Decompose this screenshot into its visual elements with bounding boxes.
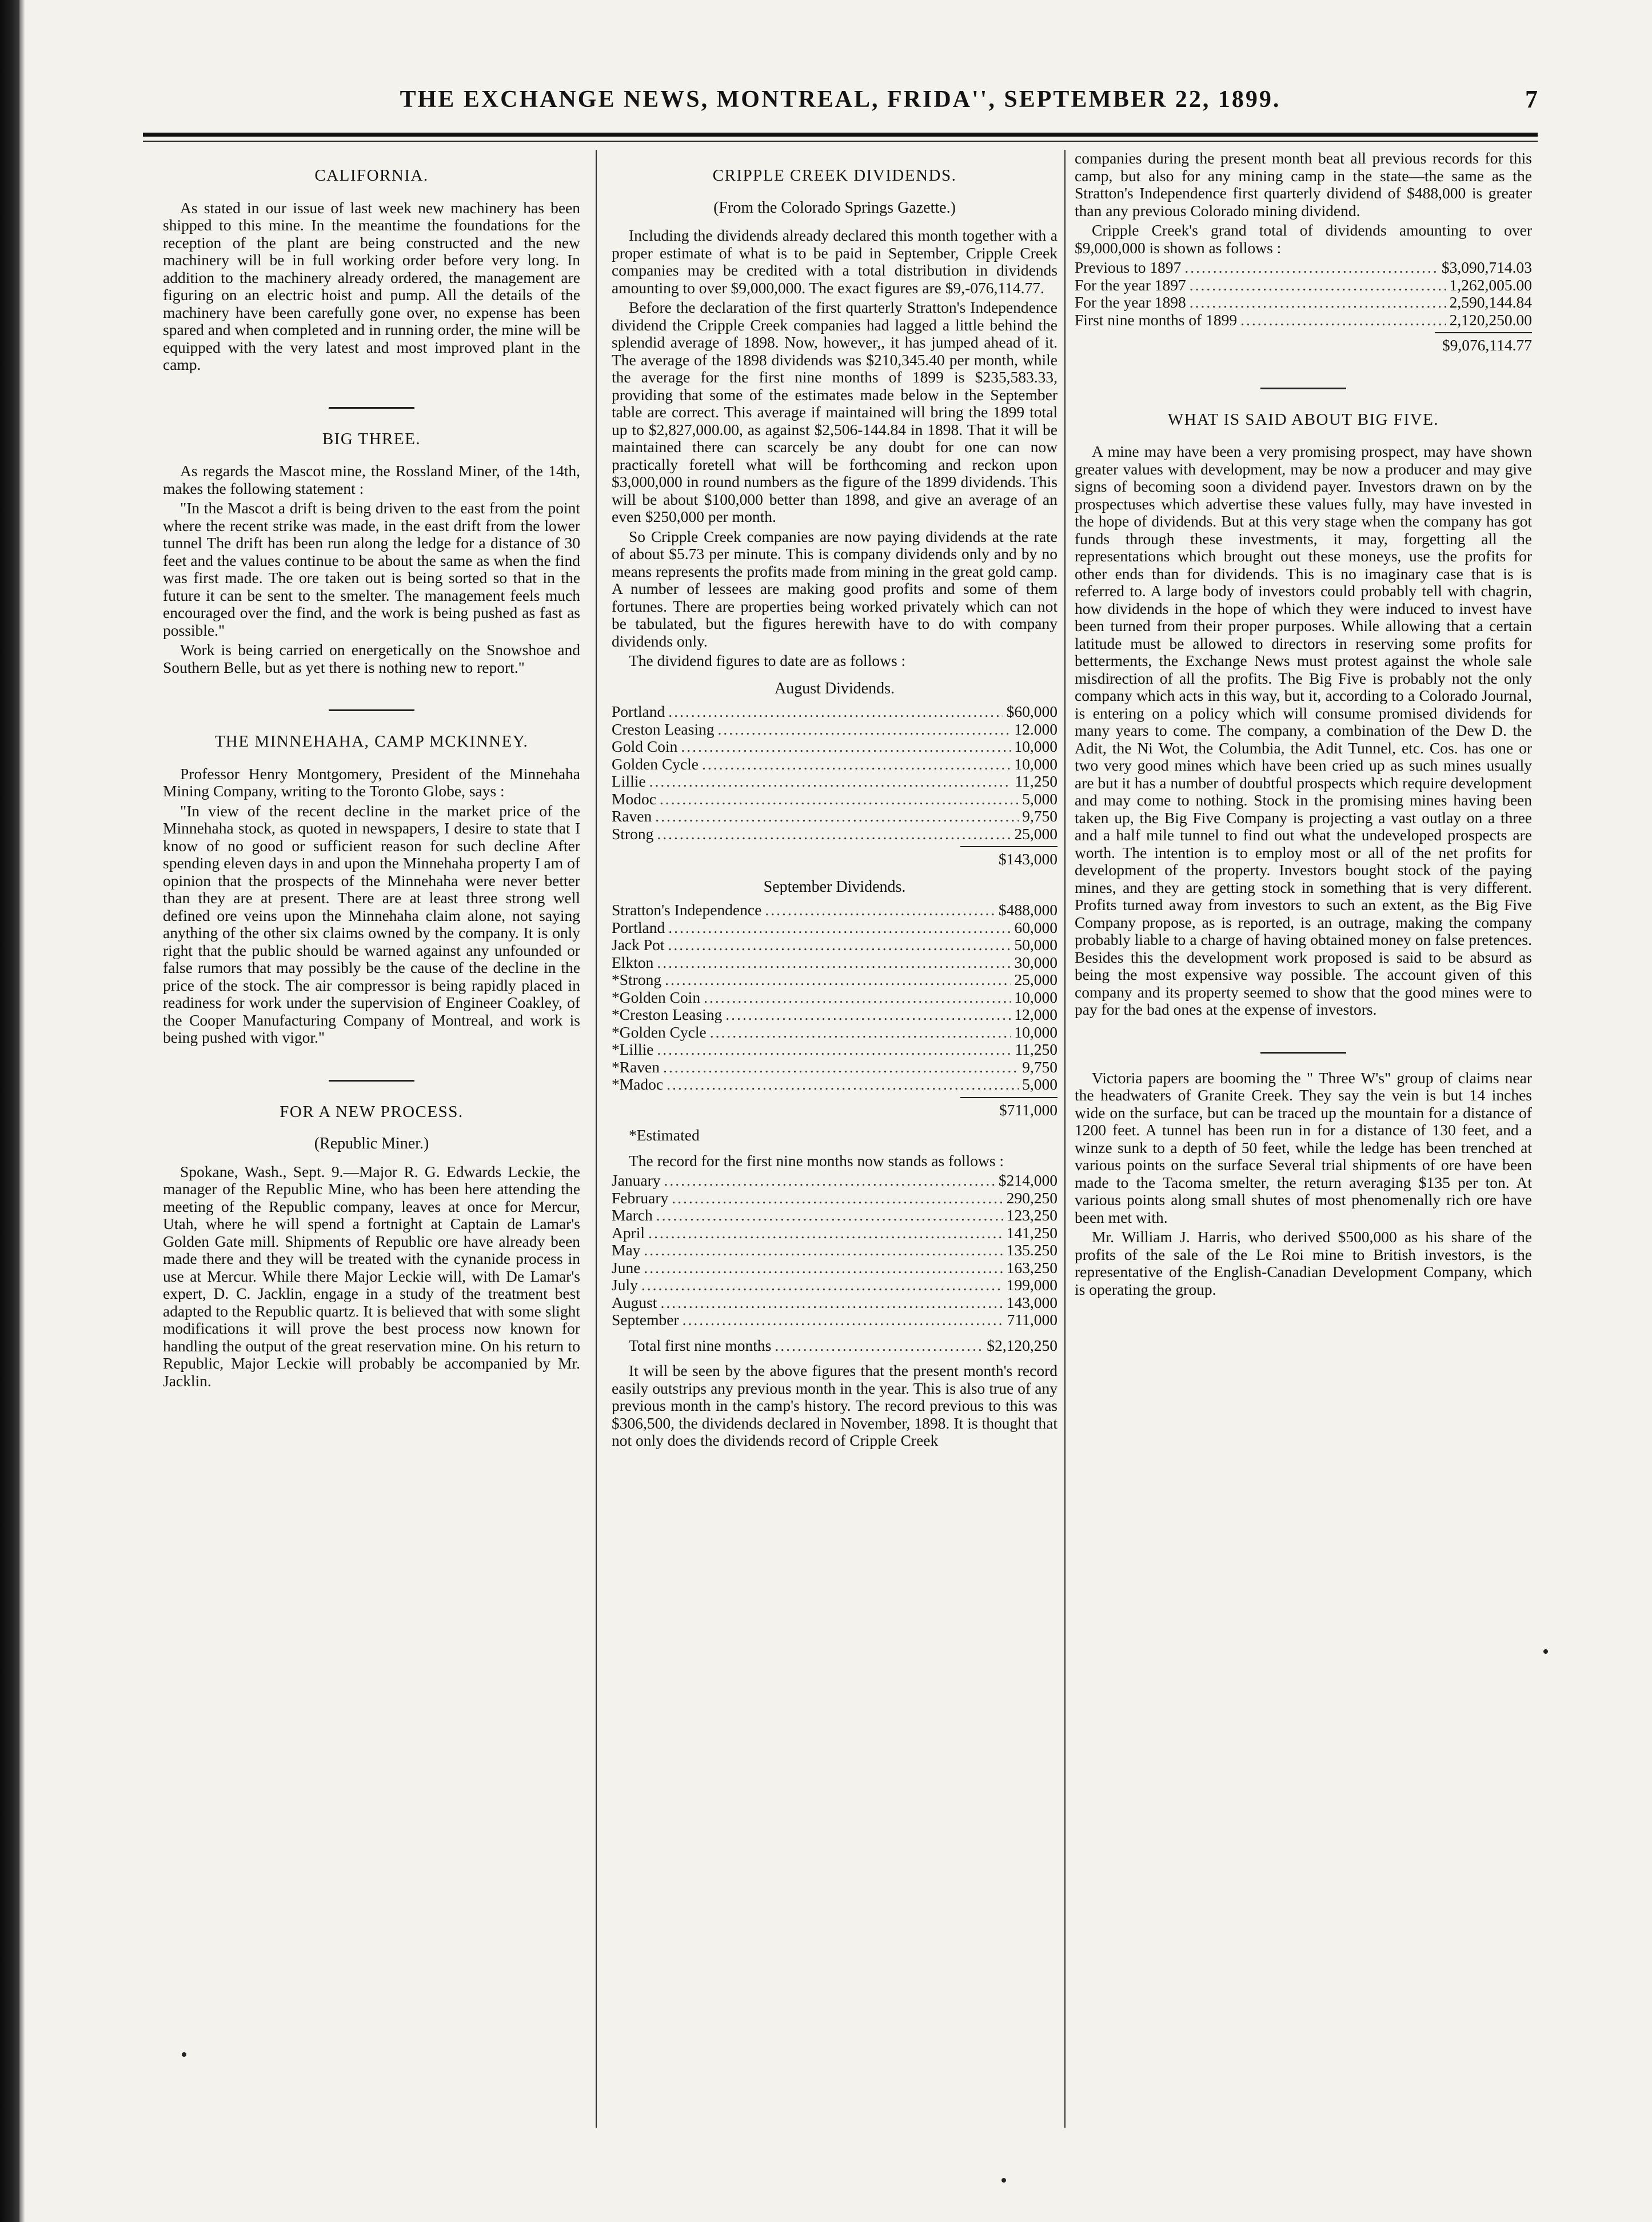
table-row [612,1276,1058,1294]
table-row [612,773,1058,791]
masthead-rule-thin [143,141,1538,142]
leader-dots [657,1041,1011,1059]
grand-total-intro: Cripple Creek's grand total of dividends amounting to over $9,000,000 is shown as follows : [1075,221,1532,257]
row-label: For the year 1897 [1075,276,1186,294]
leader-dots [683,1311,1004,1329]
table-row [612,1242,1058,1259]
row-value: 25,000 [1014,825,1058,843]
continued-paragraph: companies during the present month beat all previous records for this camp, but also for any mining camp in the state—the same as the Stratton's Independence first quarterly dividend of $488,000 is greater than any previous Colorado mining dividend. [1075,150,1532,220]
row-label: Jack Pot [612,936,665,954]
row-value: 12.000 [1014,720,1058,738]
masthead-title: THE EXCHANGE NEWS, MONTREAL, FRIDA'', SEPTEMBER 22, 1899. [400,86,1281,113]
table-row [612,1076,1058,1094]
table-row [612,791,1058,808]
row-value: 9,750 [1022,808,1058,825]
row-value: 9,750 [1022,1058,1058,1076]
heading-big-five: WHAT IS SAID ABOUT BIG FIVE. [1167,410,1439,429]
row-value: $214,000 [998,1172,1058,1189]
august-dividends-table [612,703,1058,843]
row-value: 30,000 [1014,954,1058,971]
column-divider-1 [596,150,597,2128]
row-value: 143,000 [1006,1294,1058,1311]
print-speck [1001,2178,1006,2183]
big-three-paragraph-3: Work is being carried on energetically on the Snowshoe and Southern Belle, but as yet there is nothing new to report." [163,641,580,676]
row-label: Portland [612,919,665,936]
leader-dots [664,1172,995,1190]
row-value: 60,000 [1014,919,1058,936]
table-row [612,954,1058,972]
big-three-paragraph-1: As regards the Mascot mine, the Rossland Miner, of the 14th, makes the following statement : [163,462,580,497]
heading-minnehaha: THE MINNEHAHA, CAMP MCKINNEY. [214,732,529,751]
row-label: First nine months of 1899 [1075,311,1238,329]
leader-dots [656,1207,1003,1224]
grand-total-table [1075,259,1532,329]
separator-rule [329,709,414,711]
row-value: 10,000 [1014,988,1058,1006]
table-row [612,919,1058,937]
leader-dots [657,954,1011,972]
row-label: Lillie [612,773,646,790]
heading-cripple-creek-dividends: CRIPPLE CREEK DIVIDENDS. [712,166,957,185]
table-row [1075,259,1532,277]
print-speck [1543,1649,1548,1654]
sum-rule [1435,332,1532,333]
row-label: *Creston Leasing [612,1006,723,1023]
leader-dots [667,1076,1019,1094]
three-ws-paragraph: Victoria papers are booming the " Three W's" group of claims near the headwaters of Granite Creek. They say the vein is but 14 inches wide on the surface, but can be traced up the mountain for a distance of 1200 feet. A tunnel has been run in for a distance of 130 feet, and a winze sunk to a depth of 50 feet, while the ledge has been trenched at various points on the surface Several trial shipments of ore have been made to the Tacoma smelter, the return averaging $135 per ton. At various points along small shutes of most phenomenally rich ore have been met with. [1075,1068,1532,1226]
row-value: 711,000 [1007,1311,1058,1329]
row-label: May [612,1242,641,1259]
row-value: 135.250 [1006,1242,1058,1259]
table-row [612,825,1058,843]
heading-big-three: BIG THREE. [322,429,421,448]
leader-dots [644,1259,1003,1277]
table-row [612,808,1058,825]
new-process-source: (Republic Miner.) [314,1135,429,1152]
row-value: 10,000 [1014,738,1058,755]
leader-dots [725,1006,1011,1024]
heading-california: CALIFORNIA. [314,166,429,185]
table-row [612,989,1058,1007]
leader-dots [657,825,1011,843]
row-label: Modoc [612,790,656,808]
table-row [612,703,1058,721]
table-row [612,721,1058,739]
print-speck [182,2052,186,2057]
leader-dots [660,791,1019,808]
leader-dots [1190,294,1446,312]
row-label: Golden Cycle [612,755,699,773]
leader-dots [765,901,995,919]
separator-rule [1260,388,1346,389]
leader-dots [710,1024,1011,1042]
cripple-creek-paragraph-3: So Cripple Creek companies are now paying dividends at the rate of about $5.73 per minute. This is company dividends only and by no means represents the profits made from mining in the great gold camp. A number of lessees are making good profits and some of them fortunes. There are properties being worked privately which can not be tabulated, but the figures herewith have to do with company dividends only. [612,527,1058,650]
leader-dots [648,1224,1003,1242]
leader-dots [681,738,1011,756]
table-row [1075,294,1532,312]
row-label: Raven [612,808,652,825]
row-value: $60,000 [1006,703,1058,720]
august-dividends-title: August Dividends. [775,679,895,697]
leader-dots [665,971,1011,989]
row-label: Gold Coin [612,738,678,755]
table-row [1075,312,1532,329]
row-label: *Golden Coin [612,988,701,1006]
row-value: 10,000 [1014,1023,1058,1041]
leader-dots [775,1337,983,1355]
row-value: 141,250 [1006,1224,1058,1242]
new-process-paragraph: Spokane, Wash., Sept. 9.—Major R. G. Edwards Leckie, the manager of the Republic Mine, who has been here attending the meeting of the Republic company, leaves at once for Mercur, Utah, where he will spend a fortnight at Captain de Lamar's Golden Gate mill. Shipments of Republic ore have already been made there and they will be treated with the cynanide process in use at Mercur. While there Major Leckie will, with De Lamar's expert, D. C. Jacklin, engage in a study of the treatment best adapted to the Republic quartz. It is believed that with some slight modifications it will prove the best process now known for handling the output of the great reservation mine. On his return to Republic, Major Leckie will probably be accompanied by Mr. Jacklin. [163,1162,580,1390]
row-value: 12,000 [1014,1006,1058,1023]
row-value: 10,000 [1014,755,1058,773]
table-row [612,1224,1058,1242]
column-1 [163,150,580,2136]
row-value: 50,000 [1014,936,1058,954]
big-five-paragraph: A mine may have been a very promising prospect, may have shown greater values with development, may be now a producer and may give signs of becoming soon a dividend payer. Investors drawn on by the prospectuses which advertise these values fully, may have invested in the hope of dividends. But at this very stage when the company has got funds through these investments, it may, forgetting all the representations which brought out these moneys, use the profits for other ends than for dividends. This is no imaginary case that is is referred to. A large body of investors could probably tell with chagrin, how dividends in the hope of which they were induced to invest have been turned from their proper purposes. While allowing that a certain latitude must be allowed to directors in reserving some profits for betterments, the Exchange News must protest against the whole sale misdirection of all the profits. The Big Five is probably not the only company which acts in this way, but it, according to a Colorado Journal, is entering on a policy which will consume promised dividends for many years to come. The company, a combination of the Dew D. the Adit, the Ni Wot, the Columbia, the Adit Tunnel, etc. Cos. has one or two very good mines which have been cried up as such mines usually are but it has a number of doubtful prospects which require development and may come to nothing. Stock in the promising mines having been taken up, the Big Five Company is projecting a vast outlay on a three and a half mile tunnel to find out what the undeveloped prospects are worth. The intention is to employ most or all of the net profits for development of the property. Investors bought stock of the paying mines, and they are getting stock in something that is very different. Profits turned away from investors to such an extent, as the Big Five Company propose, as is reported, is an outrage, making the company probably liable to a charge of having obtained money on false pretences. Besides this the development work proposed is said to be absurd as being the most expensive way possible. The account given of this company and its property seemed to show that the good mines were to pay for the bad ones at the expense of investors. [1075,442,1532,1018]
row-value: 2,590,144.84 [1449,294,1532,311]
row-value: 11,250 [1015,773,1058,790]
column-2 [612,150,1058,2136]
leader-dots [660,1294,1003,1312]
row-label: Strong [612,825,654,843]
heading-new-process: FOR A NEW PROCESS. [280,1102,464,1121]
minnehaha-paragraph-2: "In view of the recent decline in the market price of the Minnehaha stock, as quoted in newspapers, I desire to state that I know of no good or sufficient reason for such decline After spending eleven days in and upon the Minnehaha property I am of opinion that the prospects of the Minnehaha were never better than they are at present. There are at least three strong well defined ore veins upon the Minnehaha claim alone, not saying anything of the other six claims owned by the company. It is only right that the public should be warned against any unfounded or false rumors that may possibly be the cause of the decline in the price of the stock. The air compressor is being rapidly placed in readiness for work under the supervision of Engineer Coakley, of the Cooper Manufacturing Company of Montreal, and work is being pushed with vigor." [163,801,580,1046]
leader-dots [704,989,1011,1007]
table-row [612,1259,1058,1277]
cripple-creek-source: (From the Colorado Springs Gazette.) [713,198,956,217]
leader-dots [717,721,1011,739]
row-value: 199,000 [1006,1276,1058,1294]
table-row [612,1059,1058,1076]
table-row [612,756,1058,773]
row-value: 5,000 [1022,1076,1058,1093]
separator-rule [329,1080,414,1082]
row-label: January [612,1172,661,1189]
estimated-note: *Estimated [629,1126,700,1144]
table-row [612,901,1058,919]
leader-dots [1184,259,1438,277]
nine-months-table [612,1172,1058,1329]
row-value: $3,090,714.03 [1441,259,1532,276]
harris-paragraph: Mr. William J. Harris, who derived $500,000 as his share of the profits of the sale of the Le Roi mine to British investors, is the representative of the English-Canadian Development Company, which is operating the group. [1075,1228,1532,1298]
row-label: Elkton [612,954,654,971]
leader-dots [668,919,1011,937]
table-row [612,1311,1058,1329]
row-label: June [612,1259,641,1276]
row-label: February [612,1189,669,1207]
california-paragraph: As stated in our issue of last week new machinery has been shipped to this mine. In the meantime the foundations for the reception of the plant are being constructed and the new machinery will be in full working order before very long. In addition to the machinery already ordered, the management are figuring on an electric hoist and pump. All the details of the machinery have been carefully gone over, no expense has been spared and when completed and in running order, the mine will be equipped with the very latest and most improved plant in the camp. [163,198,580,373]
row-label: Stratton's Independence [612,901,762,919]
leader-dots [1240,312,1446,329]
table-row [612,1190,1058,1207]
row-label: *Raven [612,1058,660,1076]
table-row [612,1041,1058,1059]
row-value: 25,000 [1014,971,1058,988]
row-label: *Madoc [612,1076,664,1093]
row-value: 11,250 [1015,1041,1058,1058]
leader-dots [668,936,1011,954]
table-row [1075,277,1532,294]
masthead-rule-thick [143,133,1538,137]
separator-rule [1260,1052,1346,1054]
table-row [612,1024,1058,1042]
row-value: 2,120,250.00 [1449,311,1532,329]
september-total: $711,000 [999,1100,1058,1119]
row-value: 163,250 [1006,1259,1058,1276]
leader-dots [1190,277,1446,294]
leader-dots [702,756,1011,773]
cripple-creek-paragraph-4: The dividend figures to date are as follows : [629,652,906,669]
leader-dots [672,1190,1003,1207]
page-binding-edge [0,0,19,2222]
row-value: 123,250 [1006,1207,1058,1224]
row-value: $2,120,250 [987,1337,1058,1354]
column-3 [1075,150,1532,2136]
row-label: Total first nine months [629,1337,772,1354]
nine-months-total-row [612,1337,1058,1355]
row-value: $488,000 [998,901,1058,919]
page-binding-shadow [19,0,25,2222]
row-label: April [612,1224,645,1242]
cripple-creek-paragraph-2: Before the declaration of the first quarterly Stratton's Independence dividend the Cripple Creek companies had lagged a little behind the splendid average of 1898. Now, however,, it has jumped ahead of it. The average of the 1898 dividends was $210,345.40 per month, while the average for the first nine months of 1899 is $235,583.33, providing that some of the estimates made below in the September table are correct. This average if maintained will bring the 1899 total up to $2,827,000.00, as against $2,506-144.84 in 1898. That it will be maintained there can scarcely be any doubt for one can now practically foretell what will be forthcoming and reckon upon $3,000,000 in round numbers as the figure of the 1899 dividends. This will be about $100,000 better than 1898, and give an average of an even $250,000 per month. [612,298,1058,525]
table-row [612,1207,1058,1224]
row-label: *Strong [612,971,662,988]
leader-dots [641,1276,1003,1294]
row-label: March [612,1207,653,1224]
september-dividends-title: September Dividends. [763,877,906,896]
row-label: *Lillie [612,1041,654,1058]
row-label: August [612,1294,657,1311]
leader-dots [649,773,1012,791]
big-three-paragraph-2: "In the Mascot a drift is being driven to the east from the point where the recent strike was made, in the east drift from the lower tunnel The drift has been run along the ledge for a distance of 30 feet and the values continue to be about the same as when the find was first made. The ore taken out is being sorted so that in the future it can be sent to the smelter. The management feels much encouraged over the find, and the work is being pushed as fast as possible." [163,499,580,639]
row-label: Creston Leasing [612,720,715,738]
cripple-creek-paragraph-1: Including the dividends already declared this month together with a proper estimate of what is to be paid in September, Cripple Creek companies may be credited with a total distribution in dividends amounting to over $9,000,000. The exact figures are $9,-076,114.77. [612,226,1058,297]
page-number: 7 [1525,85,1538,113]
leader-dots [663,1059,1019,1076]
row-label: *Golden Cycle [612,1023,707,1041]
table-row [612,971,1058,989]
sum-rule [960,1097,1058,1098]
table-row [612,1006,1058,1024]
sum-rule [960,846,1058,847]
column-divider-2 [1064,150,1066,2128]
row-value: 5,000 [1022,790,1058,808]
leader-dots [655,808,1019,825]
row-label: Previous to 1897 [1075,259,1182,276]
table-row [612,738,1058,756]
masthead [143,69,1538,160]
row-value: 1,262,005.00 [1449,276,1532,294]
table-row [612,1172,1058,1190]
row-value: 290,250 [1006,1189,1058,1207]
grand-total: $9,076,114.77 [1442,336,1532,354]
row-label: July [612,1276,638,1294]
row-label: September [612,1311,679,1329]
row-label: For the year 1898 [1075,294,1186,311]
minnehaha-paragraph-1: Professor Henry Montgomery, President of the Minnehaha Mining Company, writing to the Toronto Globe, says : [163,764,580,800]
row-label: Portland [612,703,665,720]
table-row [612,1294,1058,1312]
separator-rule [329,407,414,409]
august-total: $143,000 [998,850,1058,868]
september-dividends-table [612,901,1058,1094]
cripple-creek-paragraph-6: It will be seen by the above figures that the present month's record easily outstrips any previous month in the year. This is also true of any previous month in the camp's history. The record previous to this was $306,500, the dividends declared in November, 1898. It is thought that not only does the dividends record of Cripple Creek [612,1362,1058,1449]
table-row [612,936,1058,954]
leader-dots [644,1242,1003,1259]
leader-dots [668,703,1003,721]
nine-months-intro: The record for the first nine months now stands as follows : [629,1151,1004,1170]
